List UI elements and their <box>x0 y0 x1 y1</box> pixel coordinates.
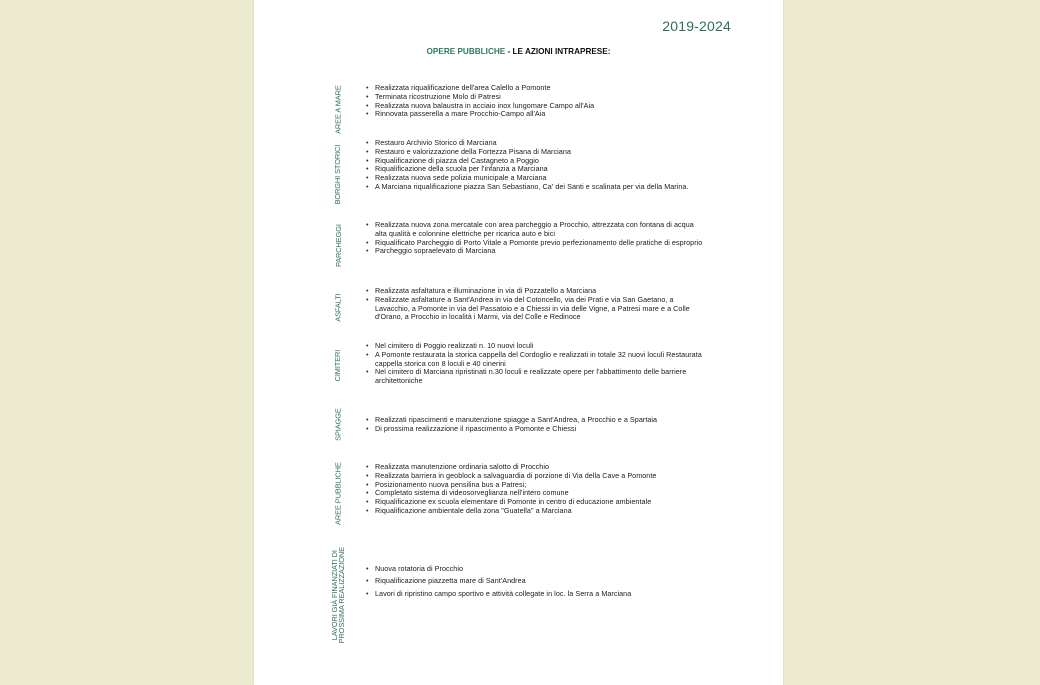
list-item: • Realizzata nuova zona mercatale con area parcheggio a Procchio, attrezzata con fontana di acqua alta qualità e colonnine elettriche per ricarica auto e bici <box>366 221 706 239</box>
heading-rest: - LE AZIONI INTRAPRESE: <box>505 47 611 56</box>
section-list <box>366 287 706 322</box>
list-item: • Di prossima realizzazione il ripascimento a Pomonte e Chiessi <box>366 425 706 434</box>
list-item: • Riqualificato Parcheggio di Porto Vitale a Pomonte previo perfezionamento delle pratiche di esproprio <box>366 239 706 248</box>
list-item: • Realizzati ripascimenti e manutenzione spiagge a Sant'Andrea, a Procchio e a Spartaia <box>366 416 706 425</box>
section-label: LAVORI GIÀ FINANZIATI DI PROSSIMA REALIZZAZIONE <box>329 546 346 644</box>
list-item: • Riqualificazione piazzetta mare di Sant'Andrea <box>366 577 706 586</box>
section-list <box>366 463 706 516</box>
list-item: • Riqualificazione di piazza del Castagneto a Poggio <box>366 157 706 166</box>
list-item: • Terminata ricostruzione Molo di Patresi <box>366 93 706 102</box>
list-item: • A Pomonte restaurata la storica cappella del Cordoglio e realizzati in totale 32 nuovi loculi Restaurata cappella storica con 8 loculi e 40 cinerini <box>366 351 706 369</box>
section-list <box>366 342 706 386</box>
list-item: • Riqualificazione ex scuola elementare di Pomonte in centro di educazione ambientale <box>366 498 706 507</box>
list-item: • Restauro Archivio Storico di Marciana <box>366 139 706 148</box>
list-item: • Realizzata nuova sede polizia municipale a Marciana <box>366 174 706 183</box>
list-item: • Parcheggio sopraelevato di Marciana <box>366 247 706 256</box>
list-item: • Rinnovata passerella a mare Procchio-Campo all'Aia <box>366 110 706 119</box>
list-item: • Realizzata manutenzione ordinaria salotto di Procchio <box>366 463 706 472</box>
list-item: • Realizzate asfaltature a Sant'Andrea in via del Cotoncello, via dei Prati e via San Gaetano, a Lavacchio, a Pomonte in via del Passatoio e a Chiessi in via delle Vigne, a Patresi mare e a Colle d'Orano, a Procchio in località i Marmi, via del Colle e Redinoce <box>366 296 706 322</box>
section-label: AREE A MARE <box>333 85 343 135</box>
section-label: AREE PUBBLICHE <box>333 462 343 526</box>
list-item: • Realizzata asfaltatura e illuminazione in via di Pozzatello a Marciana <box>366 287 706 296</box>
list-item: • Realizzata riqualificazione dell'area Calello a Pomonte <box>366 84 706 93</box>
section-label: PARCHEGGI <box>333 224 343 268</box>
list-item: • A Marciana riqualificazione piazza San Sebastiano, Ca' dei Santi e scalinata per via della Marina. <box>366 183 706 192</box>
heading-accent: OPERE PUBBLICHE <box>426 47 506 56</box>
list-item: • Nuova rotatoria di Procchio <box>366 565 706 574</box>
list-item: • Restauro e valorizzazione della Fortezza Pisana di Marciana <box>366 148 706 157</box>
page-heading <box>254 47 783 56</box>
list-item: • Posizionamento nuova pensilina bus a Patresi; <box>366 481 706 490</box>
list-item: • Lavori di ripristino campo sportivo e attività collegate in loc. la Serra a Marciana <box>366 590 706 599</box>
list-item: • Riqualificazione ambientale della zona "Guatella" a Marciana <box>366 507 706 516</box>
document-page <box>254 0 783 685</box>
list-item: • Completato sistema di videosorveglianza nell'intero comune <box>366 489 706 498</box>
list-item: • Nel cimitero di Poggio realizzati n. 10 nuovi loculi <box>366 342 706 351</box>
section-label: SPIAGGE <box>333 408 343 442</box>
year-range: 2019-2024 <box>662 18 731 34</box>
section-label: CIMITERI <box>333 350 343 382</box>
section-label: BORGHI STORICI <box>333 145 343 205</box>
list-item: • Realizzata nuova balaustra in acciaio inox lungomare Campo all'Aia <box>366 102 706 111</box>
section-list <box>366 221 706 256</box>
section-list <box>366 416 706 434</box>
list-item: • Realizzata barriera in geoblock a salvaguardia di porzione di Via della Cave a Pomonte <box>366 472 706 481</box>
section-list <box>366 139 706 192</box>
list-item: • Nel cimitero di Marciana ripristinati n.30 loculi e realizzate opere per l'abbattimento delle barriere architettoniche <box>366 368 706 386</box>
section-list <box>366 84 706 119</box>
section-label: ASFALTI <box>333 293 343 323</box>
section-list <box>366 565 706 602</box>
list-item: • Riqualificazione della scuola per l'infanzia a Marciana <box>366 165 706 174</box>
